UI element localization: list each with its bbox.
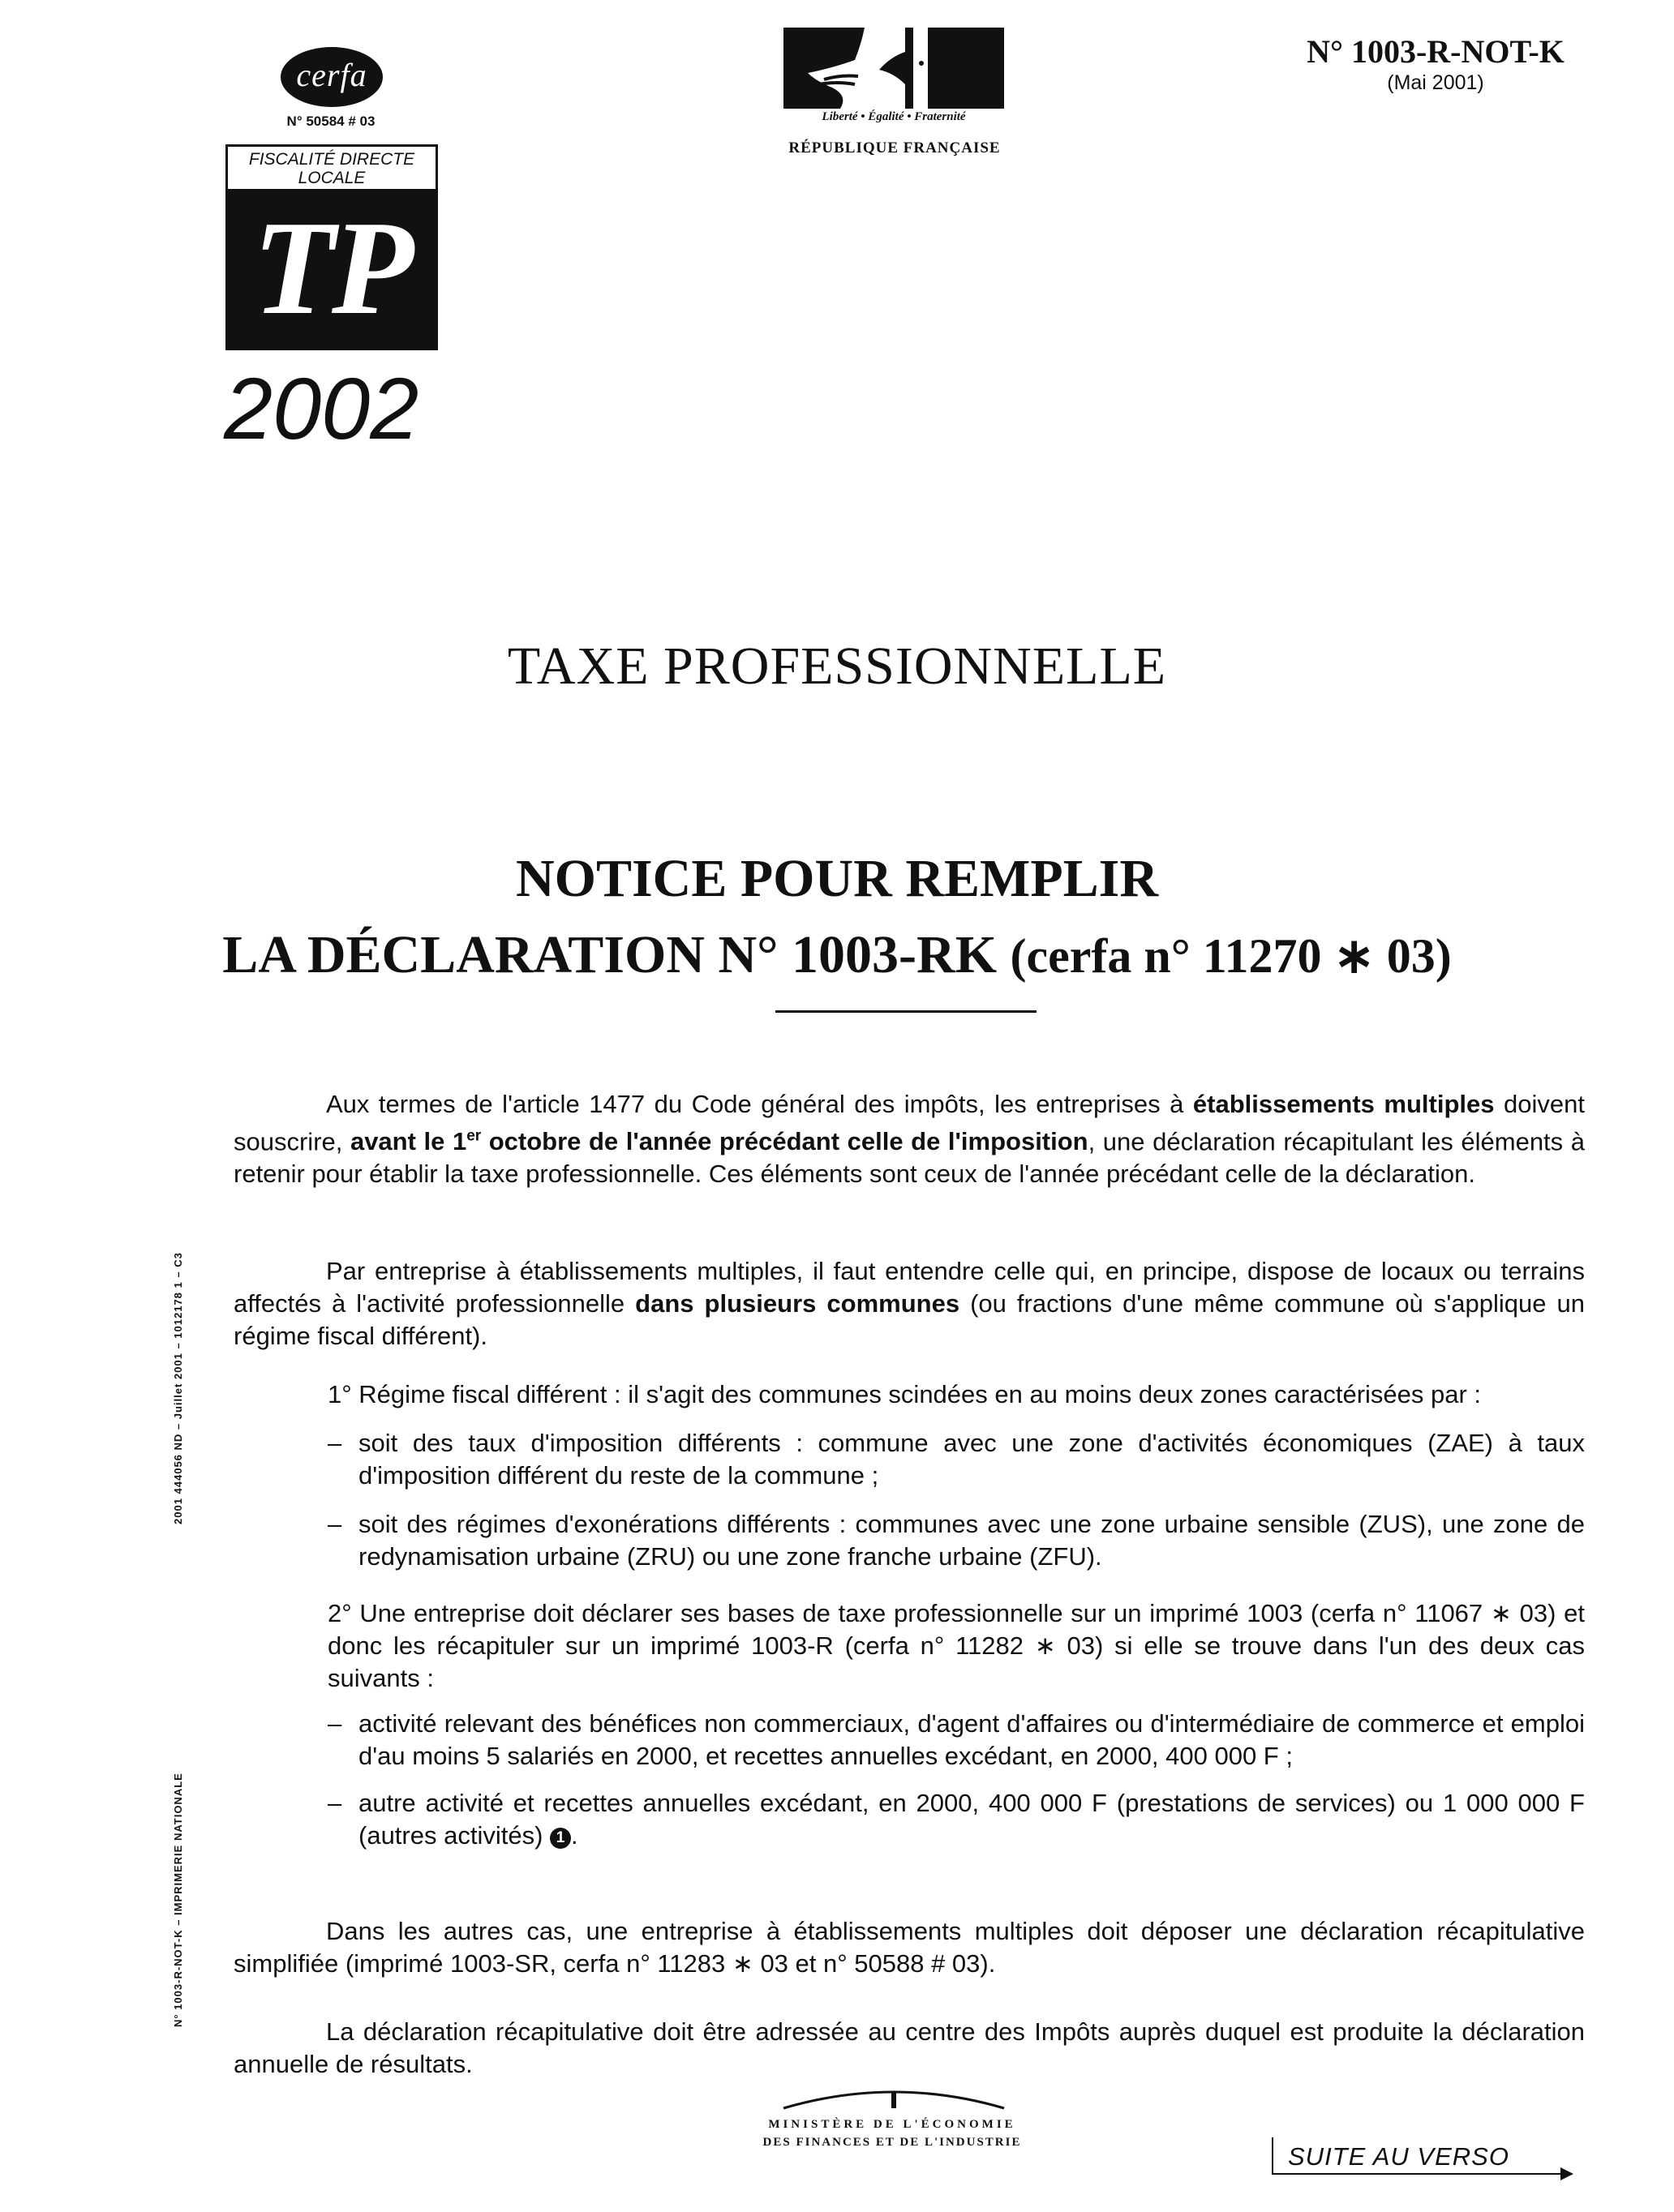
main-title: TAXE PROFESSIONNELLE: [507, 637, 1167, 696]
paragraph-address: La déclaration récapitulative doit être adressée au centre des Impôts auprès duquel est produite la déclaration annuelle de résultats.: [234, 2017, 1585, 2078]
arrow-right-icon: [1560, 2167, 1573, 2180]
ministry-name-line2: DES FINANCES ET DE L'INDUSTRIE: [762, 2136, 1022, 2149]
republic-name: RÉPUBLIQUE FRANÇAISE: [788, 139, 1001, 156]
cerfa-number: N° 50584 # 03: [286, 114, 376, 129]
bullet-dash: –: [328, 1789, 342, 1817]
notice-title-line1: NOTICE POUR REMPLIR: [515, 849, 1159, 908]
section-imprime-1003: 2° Une entreprise doit déclarer ses bases de taxe professionnelle sur un imprimé 1003 (cerfa n° 11067 ∗ 03) et donc les récapituler sur un imprimé 1003-R (cerfa n° 11282 ∗ 03) si elle se trouve dans l'un des deux cas suivants :: [328, 1599, 1585, 1692]
form-number: N° 1003-R-NOT-K: [1307, 33, 1565, 70]
form-date: (Mai 2001): [1387, 71, 1484, 94]
fiscalite-box: FISCALITÉ DIRECTE LOCALE: [225, 144, 438, 191]
list-item: – soit des régimes d'exonérations différents : communes avec une zone urbaine sensible (ZUS), une zone de redynamisation urbaine (ZRU) ou une zone franche urbaine (ZFU).: [328, 1510, 1585, 1571]
footnote-marker: 1: [550, 1828, 571, 1849]
suite-au-verso: [1272, 2137, 1580, 2176]
republic-motto: Liberté • Égalité • Fraternité: [822, 110, 966, 123]
tax-year: 2002: [224, 359, 419, 457]
title-divider: [775, 1010, 1037, 1013]
bullet-dash: –: [328, 1429, 342, 1457]
suite-label: SUITE AU VERSO: [1288, 2142, 1509, 2171]
paragraph-intro: Aux termes de l'article 1477 du Code général des impôts, les entreprises à établissements multiples doivent souscrire, avant le 1er octobre de l'année précédant celle de l'imposition, une déclaration récapitulant les éléments à retenir pour établir la taxe professionnelle. Ces éléments sont ceux de l'année précédant celle de la déclaration.: [234, 1090, 1585, 1189]
marianne-logo-icon: [783, 28, 1004, 109]
notice-declaration: LA DÉCLARATION N° 1003-RK: [222, 925, 998, 984]
cerfa-logo: cerfa: [281, 47, 383, 107]
list-item: – soit des taux d'imposition différents : commune avec une zone d'activités économiques (ZAE) à taux d'imposition différent du reste de la commune ;: [328, 1429, 1585, 1490]
suite-underline: [1272, 2173, 1564, 2175]
list-item: – activité relevant des bénéfices non commerciaux, d'agent d'affaires ou d'intermédiaire de commerce et emploi d'au moins 5 salariés en 2000, et recettes annuelles excédant, en 2000, 400 000 F ;: [328, 1709, 1585, 1770]
bullet-dash: –: [328, 1510, 342, 1538]
paragraph-definition: Par entreprise à établissements multiples, il faut entendre celle qui, en principe, dispose de locaux ou terrains affectés à l'activité professionnelle dans plusieurs communes (ou fractions d'une même commune où s'applique un régime fiscal différent).: [234, 1257, 1585, 1350]
paragraph-simplified: Dans les autres cas, une entreprise à établissements multiples doit déposer une déclaration récapitulative simplifiée (imprimé 1003-SR, cerfa n° 11283 ∗ 03 et n° 50588 # 03).: [234, 1917, 1585, 1978]
notice-title-line2: [0, 924, 1674, 986]
ministry-emblem-icon: [779, 2081, 1009, 2110]
suite-bar: [1272, 2137, 1273, 2173]
section-regime-fiscal: 1° Régime fiscal différent : il s'agit des communes scindées en au moins deux zones caractérisées par :: [328, 1380, 1482, 1408]
ministry-name-line1: MINISTÈRE DE L'ÉCONOMIE: [768, 2118, 1016, 2131]
bullet-dash: –: [328, 1709, 342, 1738]
margin-imprimerie: N° 1003-R-NOT-K – IMPRIMERIE NATIONALE: [172, 1773, 184, 2027]
notice-cerfa: (cerfa n° 11270 ∗ 03): [1010, 929, 1452, 983]
margin-print-code: 2001 444056 ND – Juillet 2001 – 1012178 1 – C3: [172, 1252, 184, 1524]
tp-block: TP: [225, 191, 438, 350]
list-item: – autre activité et recettes annuelles excédant, en 2000, 400 000 F (prestations de services) ou 1 000 000 F (autres activités) 1 .: [328, 1789, 1585, 1850]
